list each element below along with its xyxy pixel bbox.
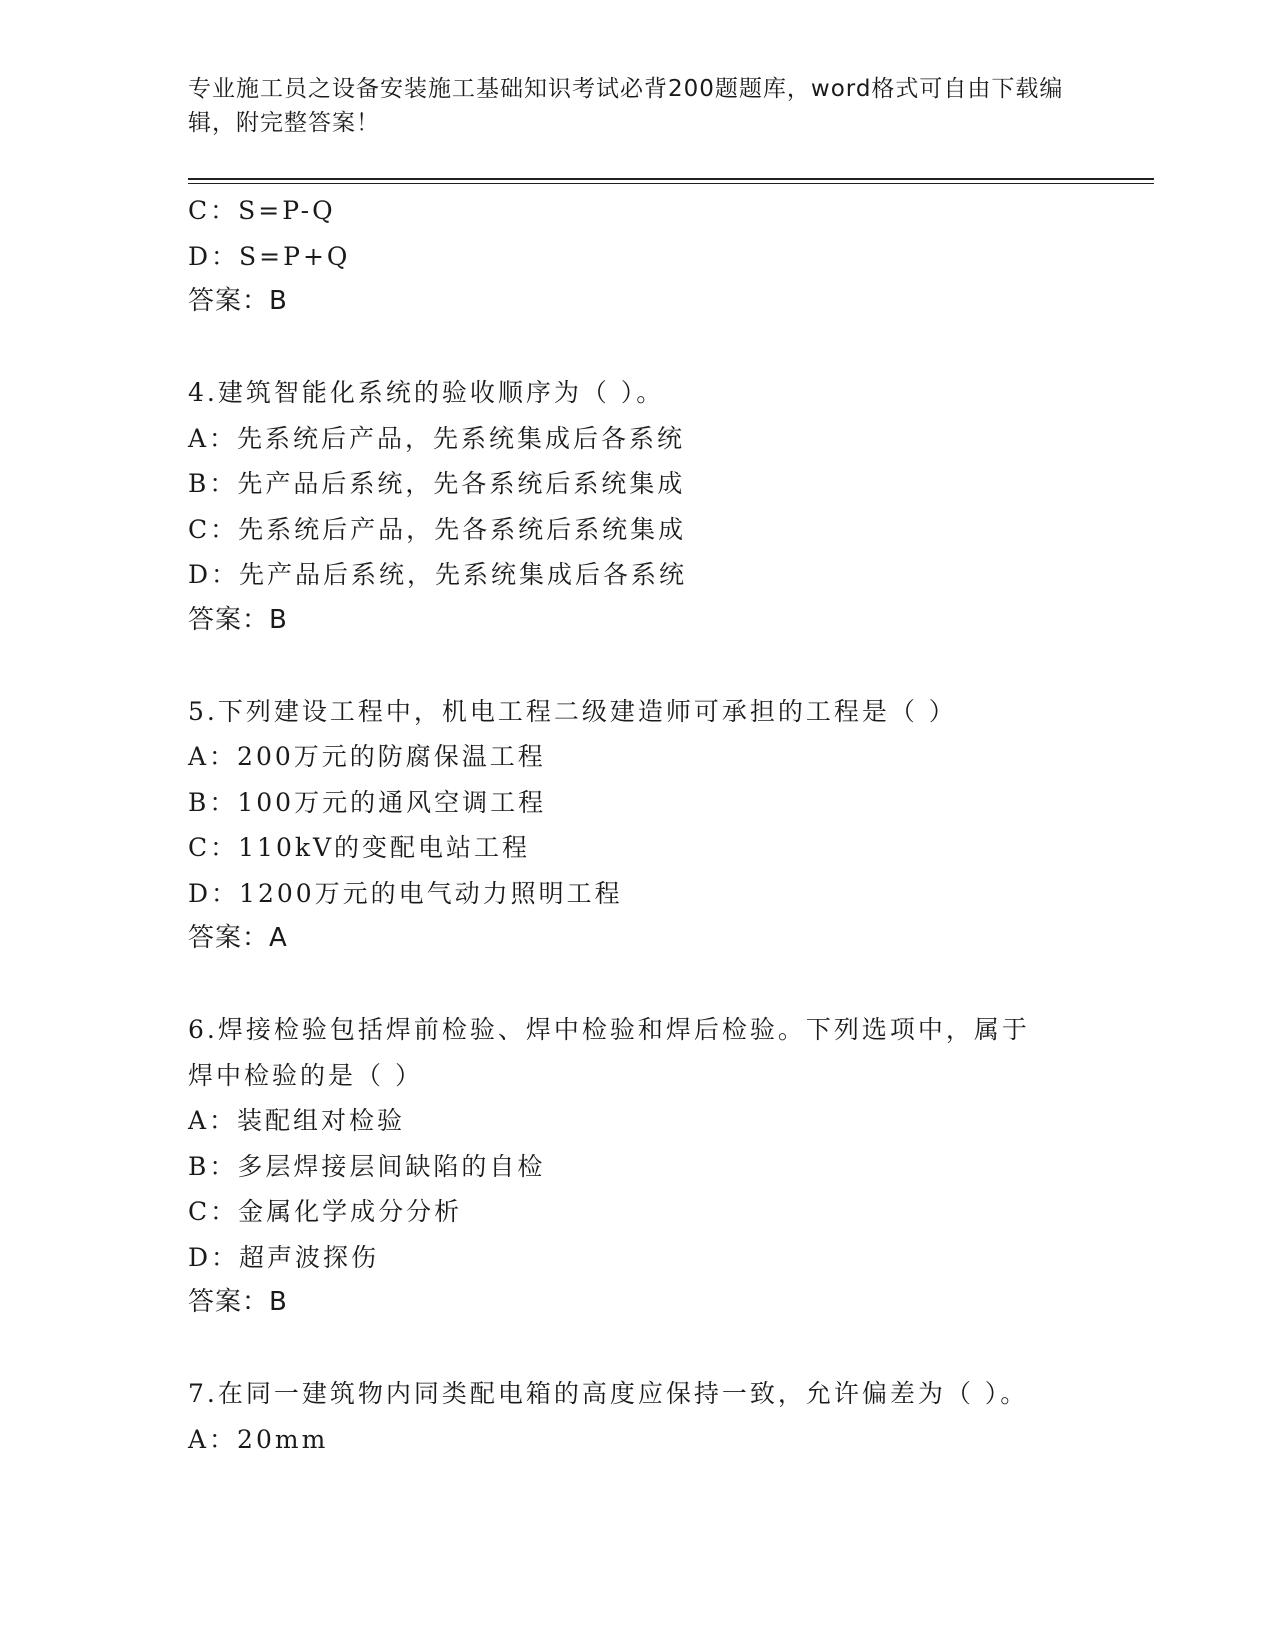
option-d: D：超声波探伤 <box>188 1242 380 1272</box>
question-list <box>188 188 1148 1462</box>
option-b: B：100万元的通风空调工程 <box>188 787 547 817</box>
answer: 答案：B <box>188 604 288 635</box>
option-a: A：先系统后产品，先系统集成后各系统 <box>188 423 686 453</box>
header-title: 专业施工员之设备安装施工基础知识考试必背200题题库，word格式可自由下载编辑，附完整答案！ <box>188 76 1064 136</box>
option-b: B：先产品后系统，先各系统后系统集成 <box>188 469 686 498</box>
option-c: C：金属化学成分分析 <box>188 1197 463 1226</box>
question-5 <box>188 689 1148 962</box>
option-c: C：110kV的变配电站工程 <box>188 833 531 862</box>
document-header <box>188 72 1088 140</box>
option-c: C：S=P-Q <box>188 196 336 225</box>
option-d: D：S=P+Q <box>188 241 351 271</box>
answer: 答案：B <box>188 1287 288 1317</box>
option-a: A：20mm <box>188 1424 329 1454</box>
option-b: B：多层焊接层间缺陷的自检 <box>188 1151 546 1181</box>
header-divider <box>188 178 1154 184</box>
question-stem: 6.焊接检验包括焊前检验、焊中检验和焊后检验。下列选项中，属于焊中检验的是（ ） <box>188 1015 1030 1090</box>
answer: 答案：B <box>188 286 288 316</box>
question-stem: 5.下列建设工程中，机电工程二级建造师可承担的工程是（ ） <box>188 696 957 726</box>
answer: 答案：A <box>188 923 288 953</box>
option-d: D：1200万元的电气动力照明工程 <box>188 878 623 908</box>
option-c: C：先系统后产品，先各系统后系统集成 <box>188 514 687 544</box>
question-stem: 4.建筑智能化系统的验收顺序为（ ）。 <box>188 378 665 407</box>
question-7 <box>188 1371 1148 1462</box>
option-a: A：装配组对检验 <box>188 1106 406 1135</box>
option-a: A：200万元的防腐保温工程 <box>188 742 546 771</box>
question-6 <box>188 1007 1148 1326</box>
question-partial <box>188 188 1148 325</box>
question-4 <box>188 370 1148 643</box>
option-d: D：先产品后系统，先系统集成后各系统 <box>188 560 688 589</box>
question-stem: 7.在同一建筑物内同类配电箱的高度应保持一致，允许偏差为（ ）。 <box>188 1379 1029 1408</box>
